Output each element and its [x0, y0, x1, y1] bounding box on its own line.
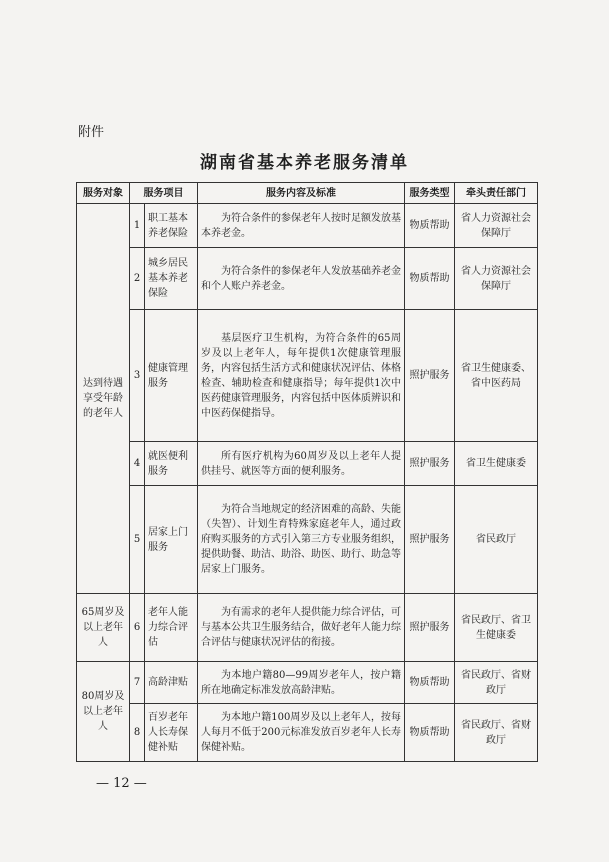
- row-number: 1: [130, 204, 145, 248]
- lead-department: 省卫生健康委、省中医药局: [455, 310, 538, 442]
- service-type: 照护服务: [405, 442, 455, 486]
- service-item: 老年人能力综合评估: [145, 594, 198, 662]
- table-row: [77, 486, 538, 594]
- header-target: 服务对象: [77, 183, 130, 204]
- service-content: 为本地户籍100周岁及以上老年人，按每人每月不低于200元标准发放百岁老年人长寿保健补贴。: [198, 704, 405, 762]
- service-content: 所有医疗机构为60周岁及以上老年人提供挂号、就医等方面的便利服务。: [198, 442, 405, 486]
- lead-department: 省人力资源社会保障厅: [455, 204, 538, 248]
- target-group-cell: 达到待遇享受年龄的老年人: [77, 204, 130, 594]
- service-type: 照护服务: [405, 310, 455, 442]
- page-number: — 12 —: [96, 776, 147, 791]
- service-content: 基层医疗卫生机构，为符合条件的65周岁及以上老年人，每年提供1次健康管理服务，内容包括生活方式和健康状况评估、体格检查、辅助检查和健康指导；每年提供1次中医药健康管理服务，内容包括中医体质辨识和中医药保健指导。: [198, 310, 405, 442]
- lead-department: 省民政厅: [455, 486, 538, 594]
- header-dept: 牵头责任部门: [455, 183, 538, 204]
- lead-department: 省民政厅、省卫生健康委: [455, 594, 538, 662]
- row-number: 8: [130, 704, 145, 762]
- table-row: [77, 594, 538, 662]
- service-table: [76, 182, 538, 762]
- row-number: 6: [130, 594, 145, 662]
- service-item: 高龄津贴: [145, 662, 198, 704]
- lead-department: 省民政厅、省财政厅: [455, 662, 538, 704]
- service-item: 就医便利服务: [145, 442, 198, 486]
- table-row: [77, 248, 538, 310]
- service-item: 职工基本养老保险: [145, 204, 198, 248]
- document-title: 湖南省基本养老服务清单: [200, 153, 409, 173]
- service-item: 百岁老年人长寿保健补贴: [145, 704, 198, 762]
- lead-department: 省卫生健康委: [455, 442, 538, 486]
- table-row: [77, 704, 538, 762]
- service-item: 城乡居民基本养老保险: [145, 248, 198, 310]
- header-item: 服务项目: [130, 183, 198, 204]
- table-row: [77, 662, 538, 704]
- header-content: 服务内容及标准: [198, 183, 405, 204]
- target-group-cell: 65周岁及以上老年人: [77, 594, 130, 662]
- service-item: 健康管理服务: [145, 310, 198, 442]
- table-row: [77, 204, 538, 248]
- service-type: 物质帮助: [405, 204, 455, 248]
- row-number: 7: [130, 662, 145, 704]
- target-group-cell: 80周岁及以上老年人: [77, 662, 130, 762]
- service-type: 物质帮助: [405, 662, 455, 704]
- row-number: 4: [130, 442, 145, 486]
- service-type: 照护服务: [405, 486, 455, 594]
- row-number: 2: [130, 248, 145, 310]
- service-content: 为符合当地规定的经济困难的高龄、失能（失智）、计划生育特殊家庭老年人，通过政府购买服务的方式引入第三方专业服务组织，提供助餐、助洁、助浴、助医、助行、助急等居家上门服务。: [198, 486, 405, 594]
- service-content: 为符合条件的参保老年人按时足额发放基本养老金。: [198, 204, 405, 248]
- table-header-row: [77, 183, 538, 204]
- service-content: 为有需求的老年人提供能力综合评估，可与基本公共卫生服务结合，做好老年人能力综合评估与健康状况评估的衔接。: [198, 594, 405, 662]
- row-number: 5: [130, 486, 145, 594]
- row-number: 3: [130, 310, 145, 442]
- lead-department: 省民政厅、省财政厅: [455, 704, 538, 762]
- table-row: [77, 310, 538, 442]
- service-content: 为本地户籍80—99周岁老年人，按户籍所在地确定标准发放高龄津贴。: [198, 662, 405, 704]
- table-row: [77, 442, 538, 486]
- service-item: 居家上门服务: [145, 486, 198, 594]
- service-content: 为符合条件的参保老年人发放基础养老金和个人账户养老金。: [198, 248, 405, 310]
- header-type: 服务类型: [405, 183, 455, 204]
- service-type: 物质帮助: [405, 248, 455, 310]
- lead-department: 省人力资源社会保障厅: [455, 248, 538, 310]
- annex-label: 附件: [78, 125, 105, 140]
- service-type: 物质帮助: [405, 704, 455, 762]
- service-type: 照护服务: [405, 594, 455, 662]
